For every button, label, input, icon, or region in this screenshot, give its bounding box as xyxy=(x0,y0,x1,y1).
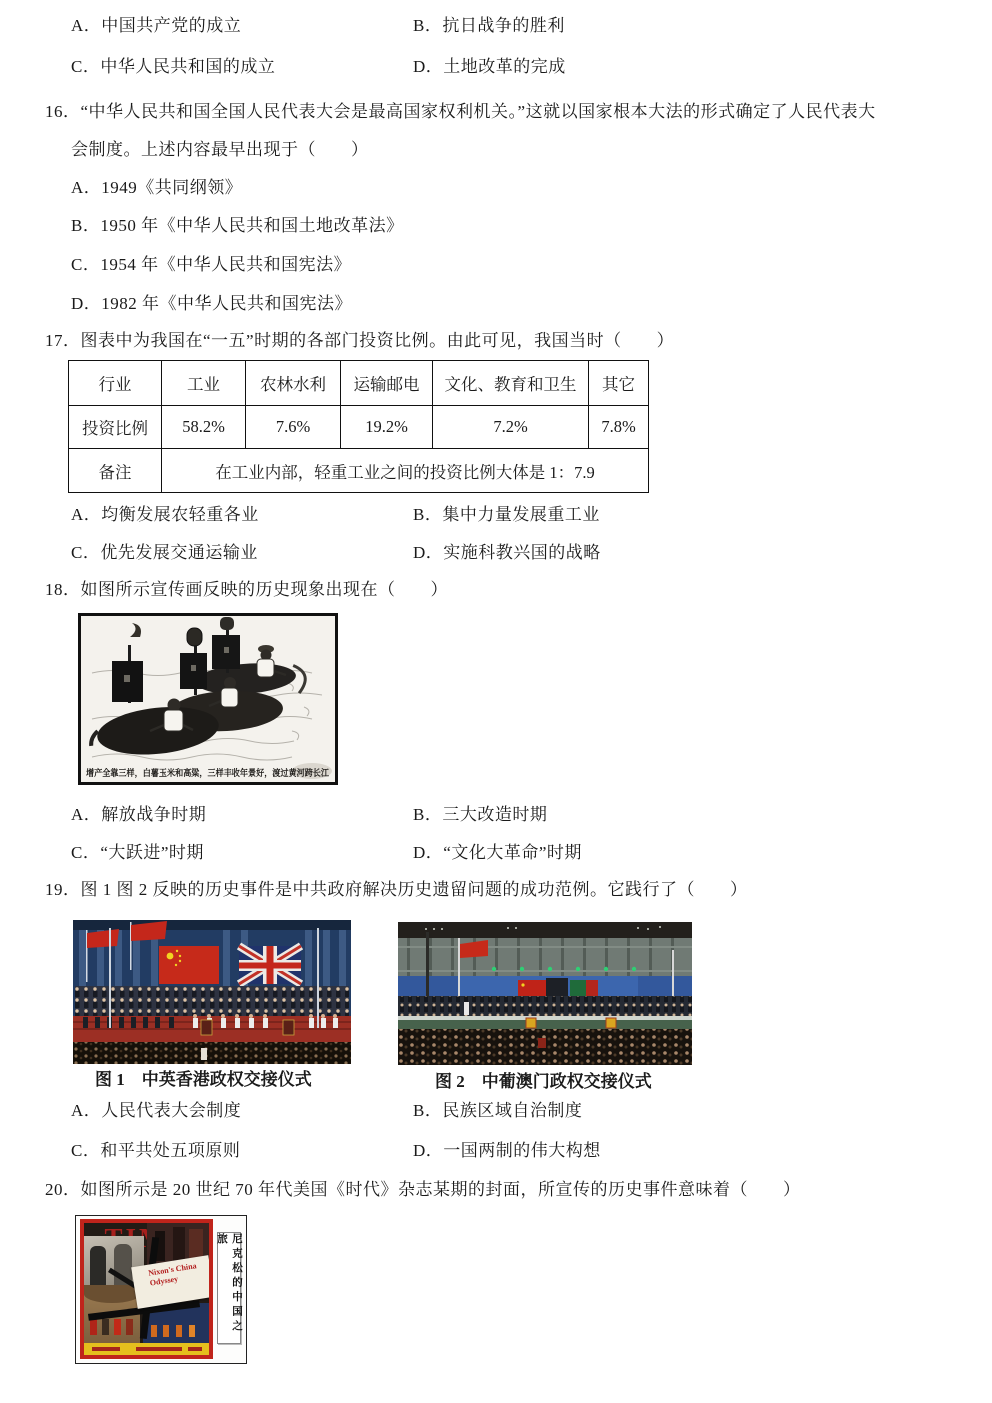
prev-option-a: A．中国共产党的成立 xyxy=(71,16,242,35)
cover-banner-text: Nixon's China Odyssey xyxy=(147,1261,198,1288)
q19-stem: 19．图 1 图 2 反映的历史事件是中共政府解决历史遗留问题的成功范例。它践行了（ ） xyxy=(45,880,748,899)
table-cell: 19.2% xyxy=(341,406,433,449)
q16-stem-line1: 16．“中华人民共和国全国人民代表大会是最高国家权利机关。”这就以国家根本大法的形式确定了人民代表大 xyxy=(45,102,876,121)
q17-option-b: B．集中力量发展重工业 xyxy=(413,505,600,524)
cover-bottom-strip xyxy=(84,1343,209,1355)
china-flag xyxy=(159,946,219,984)
q17-option-c: C．优先发展交通运输业 xyxy=(71,543,258,562)
q18-stem: 18．如图所示宣传画反映的历史现象出现在（ ） xyxy=(45,580,448,599)
table-cell: 农林水利 xyxy=(246,361,341,406)
q18-option-c: C．“大跃进”时期 xyxy=(71,843,204,862)
q16-stem-line2: 会制度。上述内容最早出现于（ ） xyxy=(71,140,369,159)
q17-option-a: A．均衡发展农轻重各业 xyxy=(71,505,259,524)
table-cell: 7.6% xyxy=(246,406,341,449)
fig2-caption: 图 2 中葡澳门政权交接仪式 xyxy=(435,1072,652,1091)
vertical-label xyxy=(217,1232,241,1344)
q16-option-d: D．1982 年《中华人民共和国宪法》 xyxy=(71,294,353,313)
table-cell: 文化、教育和卫生 xyxy=(433,361,589,406)
table-cell: 7.2% xyxy=(433,406,589,449)
q18-option-b: B．三大改造时期 xyxy=(413,805,548,824)
portugal-flag xyxy=(570,980,598,997)
table-cell: 58.2% xyxy=(162,406,246,449)
table-cell: 其它 xyxy=(589,361,649,406)
table-note-cell: 在工业内部，轻重工业之间的投资比例大体是 1：7.9 xyxy=(162,449,649,493)
q16-option-a: A．1949《共同纲领》 xyxy=(71,178,243,197)
q17-option-d: D．实施科教兴国的战略 xyxy=(413,543,601,562)
prev-option-d: D．土地改革的完成 xyxy=(413,57,566,76)
table-header-industry: 行业 xyxy=(69,361,162,406)
china-flag xyxy=(518,980,546,997)
fig1-caption: 图 1 中英香港政权交接仪式 xyxy=(95,1070,312,1089)
table-row-note xyxy=(69,449,649,493)
q19-option-a: A．人民代表大会制度 xyxy=(71,1101,242,1120)
q16-option-c: C．1954 年《中华人民共和国宪法》 xyxy=(71,255,352,274)
table-header-ratio: 投资比例 xyxy=(69,406,162,449)
q18-option-a: A．解放战争时期 xyxy=(71,805,207,824)
hk-handover-photo xyxy=(73,920,351,1064)
table-cell: 7.8% xyxy=(589,406,649,449)
q20-stem: 20．如图所示是 20 世纪 70 年代美国《时代》杂志某期的封面，所宣传的历史事件意味着（ ） xyxy=(45,1180,801,1199)
uk-flag xyxy=(239,946,301,984)
table-cell: 工业 xyxy=(162,361,246,406)
investment-ratio-table xyxy=(68,360,649,493)
q19-option-b: B．民族区域自治制度 xyxy=(413,1101,583,1120)
q17-stem: 17．图表中为我国在“一五”时期的各部门投资比例。由此可见，我国当时（ ） xyxy=(45,331,675,350)
q18-option-d: D．“文化大革命”时期 xyxy=(413,843,582,862)
prev-option-b: B．抗日战争的胜利 xyxy=(413,16,565,35)
propaganda-poster-image xyxy=(78,613,338,785)
q19-option-c: C．和平共处五项原则 xyxy=(71,1141,241,1160)
q19-option-d: D．一国两制的伟大构想 xyxy=(413,1141,601,1160)
table-cell: 运输邮电 xyxy=(341,361,433,406)
macau-handover-photo xyxy=(398,922,692,1065)
table-row-industry xyxy=(69,361,649,406)
table-header-note: 备注 xyxy=(69,449,162,493)
vertical-label-text: 尼克松的中国之旅 xyxy=(216,1233,242,1335)
q16-option-b: B．1950 年《中华人民共和国土地改革法》 xyxy=(71,216,404,235)
time-cover-frame xyxy=(80,1219,213,1359)
time-magazine-cover xyxy=(75,1215,247,1364)
prev-option-c: C．中华人民共和国的成立 xyxy=(71,57,276,76)
poster-caption: 增产全靠三样，白薯玉米和高粱，三样丰收年景好，渡过黄河跨长江 xyxy=(86,768,338,778)
table-row-ratio xyxy=(69,406,649,449)
